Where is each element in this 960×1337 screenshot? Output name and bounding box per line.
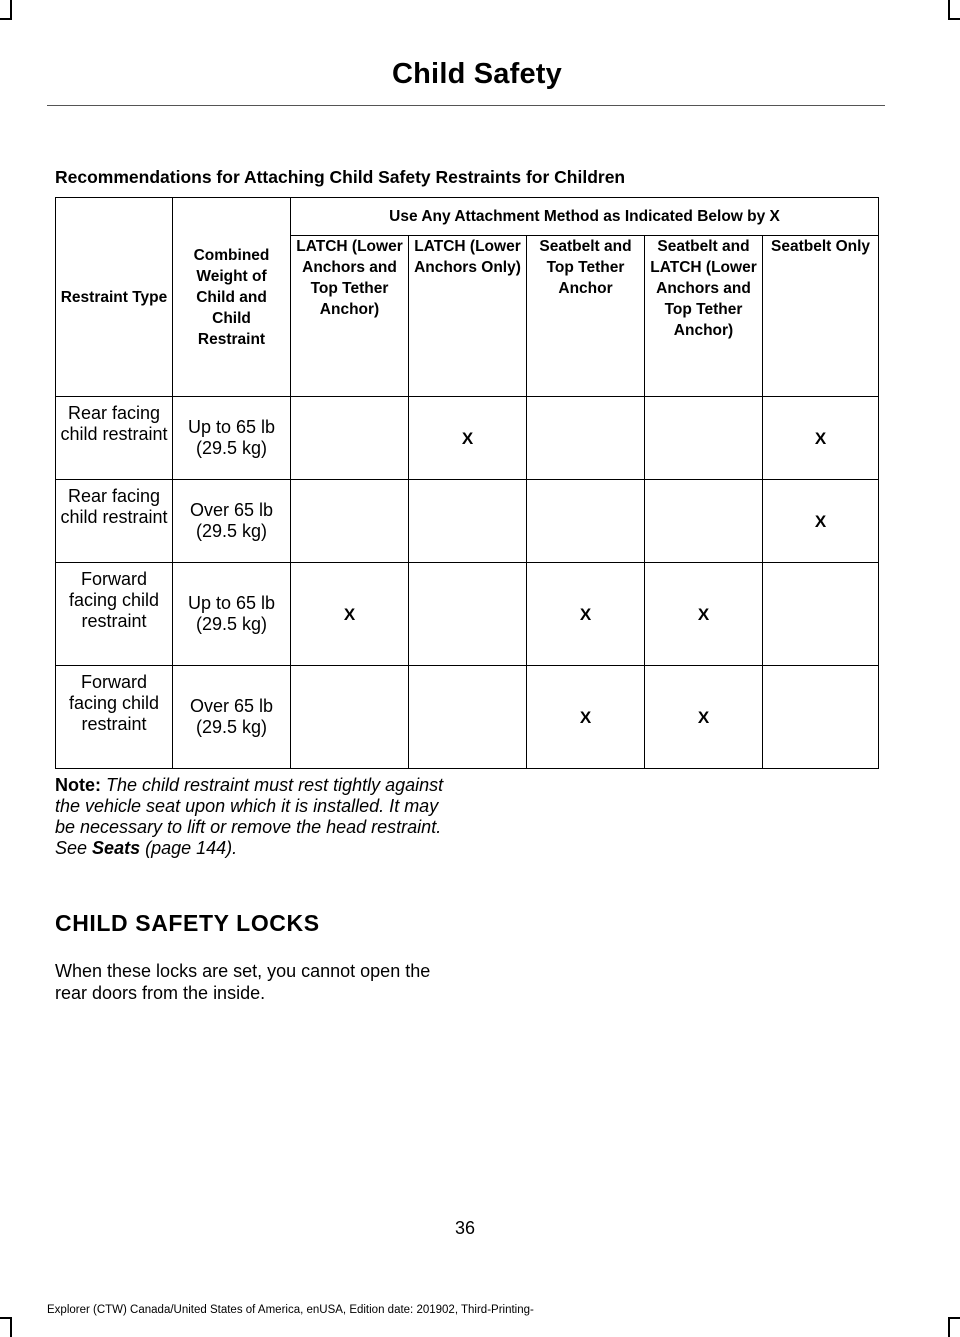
mark-cell: X [291, 563, 409, 666]
table-row [56, 666, 879, 769]
mark-cell [763, 666, 879, 769]
section-heading: CHILD SAFETY LOCKS [55, 910, 320, 936]
header-combined-weight: Combined Weight of Child and Child Restraint [173, 198, 291, 397]
crop-mark [948, 0, 950, 18]
crop-mark [0, 1317, 12, 1319]
mark-cell [291, 666, 409, 769]
weight-cell: Over 65 lb (29.5 kg) [173, 666, 291, 769]
table-row [56, 480, 879, 563]
mark-cell [409, 666, 527, 769]
crop-mark [10, 1318, 12, 1337]
crop-mark [948, 1318, 950, 1337]
title-divider [47, 105, 885, 106]
mark-cell [527, 397, 645, 480]
page-number: 36 [454, 1218, 476, 1238]
table-row [56, 563, 879, 666]
mark-cell: X [645, 563, 763, 666]
header-seatbelt-and-tether: Seatbelt and Top Tether Anchor [527, 236, 645, 397]
mark-cell: X [409, 397, 527, 480]
mark-cell [527, 480, 645, 563]
table-row [56, 397, 879, 480]
restraint-type-cell: Forward facing child restraint [56, 666, 173, 769]
note-page-reference: (page 144). [145, 838, 238, 858]
note-label: Note: [55, 775, 101, 795]
section-body: When these locks are set, you cannot open the rear doors from the inside. [55, 961, 431, 1003]
mark-cell [763, 563, 879, 666]
mark-cell [291, 480, 409, 563]
crop-mark [10, 0, 12, 18]
header-latch-lower-and-tether: LATCH (Lower Anchors and Top Tether Anchor) [291, 236, 409, 397]
mark-cell [291, 397, 409, 480]
attachment-table [55, 197, 879, 769]
note-paragraph [55, 775, 453, 859]
page-title: Child Safety [392, 58, 562, 90]
crop-mark [948, 1317, 960, 1319]
mark-cell: X [527, 563, 645, 666]
restraint-type-cell: Forward facing child restraint [56, 563, 173, 666]
header-seatbelt-only: Seatbelt Only [763, 236, 879, 397]
mark-cell [645, 397, 763, 480]
header-restraint-type: Restraint Type [56, 198, 173, 397]
mark-cell [409, 480, 527, 563]
mark-cell [409, 563, 527, 666]
seats-cross-reference-link[interactable]: Seats [92, 838, 141, 858]
header-seatbelt-and-latch: Seatbelt and LATCH (Lower Anchors and Top Tether Anchor) [645, 236, 763, 397]
weight-cell: Up to 65 lb (29.5 kg) [173, 563, 291, 666]
restraint-type-cell: Rear facing child restraint [56, 480, 173, 563]
mark-cell: X [763, 397, 879, 480]
mark-cell [645, 480, 763, 563]
weight-cell: Over 65 lb (29.5 kg) [173, 480, 291, 563]
mark-cell: X [763, 480, 879, 563]
crop-mark [948, 18, 960, 20]
note-text: The child restraint must rest tightly against the vehicle seat upon which it is installed. It may be necessary to lift or remove the head restraint. See [55, 775, 444, 858]
header-latch-lower-only: LATCH (Lower Anchors Only) [409, 236, 527, 397]
weight-cell: Up to 65 lb (29.5 kg) [173, 397, 291, 480]
header-attachment-methods: Use Any Attachment Method as Indicated Below by X [291, 198, 879, 236]
table-caption: Recommendations for Attaching Child Safety Restraints for Children [55, 167, 626, 187]
edition-footer: Explorer (CTW) Canada/United States of America, enUSA, Edition date: 201902, Third-Printing- [47, 1304, 534, 1316]
mark-cell: X [527, 666, 645, 769]
restraint-type-cell: Rear facing child restraint [56, 397, 173, 480]
mark-cell: X [645, 666, 763, 769]
crop-mark [0, 18, 12, 20]
